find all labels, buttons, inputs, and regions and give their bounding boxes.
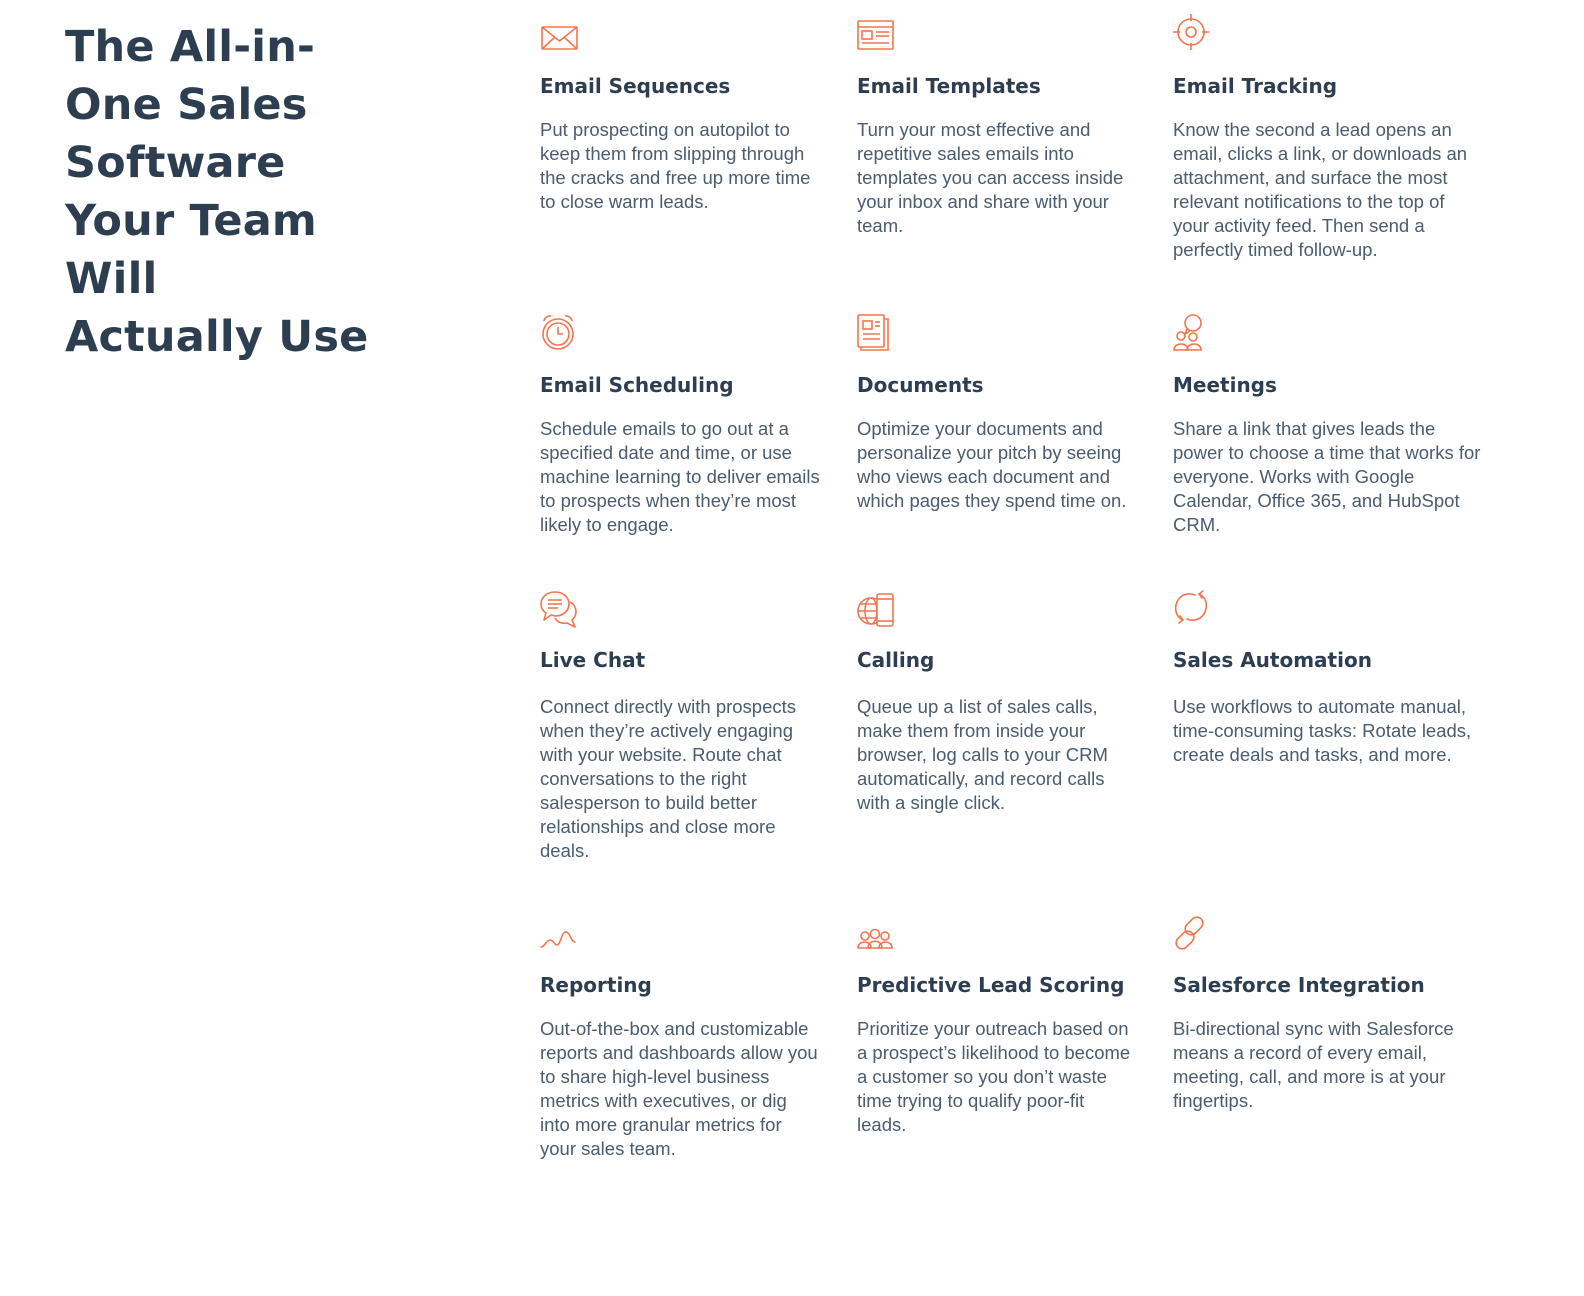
page-title-line: Will [65,254,158,304]
feature-meetings [1173,312,1481,535]
feature-title: Email Scheduling [540,373,734,397]
feature-title: Email Tracking [1173,74,1338,98]
feature-title: Predictive Lead Scoring [857,973,1125,997]
page-title-line: Your Team [65,196,317,246]
feature-documents [857,312,1157,511]
page-title [65,18,395,366]
feature-email-tracking [1173,12,1473,260]
page-title-line: One Sales [65,80,308,130]
page-title-line: Software [65,138,286,188]
feature-title: Reporting [540,973,652,997]
page-title-line: Actually Use [65,312,369,362]
documents-icon [857,312,897,352]
feature-title: Email Sequences [540,74,731,98]
feature-description: Out-of-the-box and customizable reports and dashboards allow you to share high-level business metrics with executives, or dig into more granular metrics for your sales team. [540,1018,818,1159]
meeting-people-icon [1173,312,1213,352]
feature-title: Sales Automation [1173,648,1372,672]
feature-email-scheduling [540,312,840,535]
feature-description: Put prospecting on autopilot to keep them from slipping through the cracks and free up more time to close warm leads. [540,119,811,212]
refresh-cycle-icon [1173,588,1213,628]
feature-description: Turn your most effective and repetitive sales emails into templates you can access inside your inbox and share with your team. [857,119,1124,236]
feature-title: Meetings [1173,373,1277,397]
feature-title: Email Templates [857,74,1041,98]
feature-title: Documents [857,373,984,397]
feature-live-chat [540,590,840,861]
target-icon [1173,12,1213,52]
feature-description: Use workflows to automate manual, time-consuming tasks: Rotate leads, create deals and tasks, and more. [1173,696,1472,765]
feature-salesforce-integration [1173,914,1473,1111]
feature-description: Optimize your documents and personalize your pitch by seeing who views each document and which pages they spend time on. [857,418,1127,511]
feature-description: Share a link that gives leads the power to choose a time that works for everyone. Works with Google Calendar, Office 365, and HubSpot CRM. [1173,418,1481,535]
alarm-clock-icon [540,312,580,352]
feature-email-templates [857,18,1157,236]
feature-description: Connect directly with prospects when they’re actively engaging with your website. Route chat conversations to the right salesperson to build better relationships and close more deals. [540,696,797,861]
feature-predictive-lead-scoring [857,920,1157,1135]
feature-title: Live Chat [540,648,646,672]
envelope-icon [540,18,580,58]
feature-sales-automation [1173,588,1473,765]
feature-description: Schedule emails to go out at a specified date and time, or use machine learning to deliver emails to prospects when they’re most likely to engage. [540,418,820,535]
globe-phone-icon [857,590,897,630]
page-title-line: The All-in- [65,22,316,72]
feature-email-sequences [540,18,840,212]
feature-description: Queue up a list of sales calls, make them from inside your browser, log calls to your CRM automatically, and record calls with a single click. [857,696,1108,813]
link-chain-icon [1173,914,1213,954]
line-graph-icon [540,920,580,960]
feature-reporting [540,920,840,1159]
feature-description: Know the second a lead opens an email, clicks a link, or downloads an attachment, and surface the most relevant notifications to the top of your activity feed. Then send a perfectly timed follow-up. [1173,119,1468,260]
feature-description: Prioritize your outreach based on a prospect’s likelihood to become a customer so you don’t waste time trying to qualify poor-fit leads. [857,1018,1131,1135]
chat-bubbles-icon [540,590,580,630]
feature-title: Calling [857,648,935,672]
feature-title: Salesforce Integration [1173,973,1425,997]
group-icon [857,920,897,960]
template-icon [857,18,897,58]
feature-description: Bi-directional sync with Salesforce means a record of every email, meeting, call, and more is at your fingertips. [1173,1018,1454,1111]
feature-calling [857,590,1157,813]
